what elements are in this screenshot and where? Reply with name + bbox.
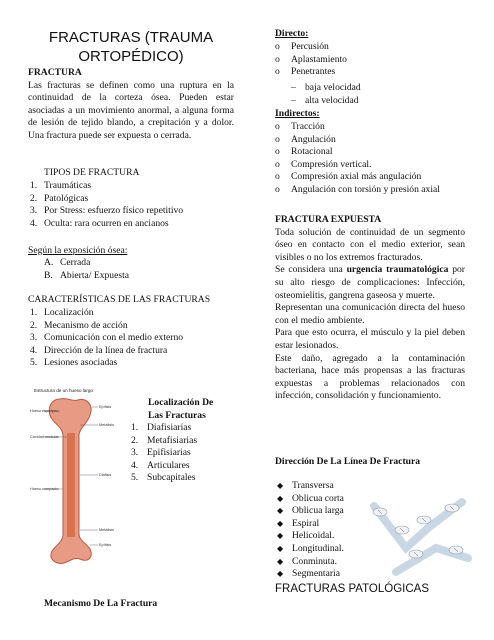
localizacion-list bbox=[131, 422, 237, 485]
tipos-list bbox=[30, 180, 234, 230]
long-bone-figure bbox=[30, 385, 128, 567]
list-item: 5. Lesiones asociadas bbox=[30, 357, 118, 369]
list-item: o Penetrantes bbox=[275, 66, 336, 78]
list-item: 1. Diafisiarias bbox=[131, 422, 192, 433]
direccion-list bbox=[277, 480, 367, 581]
caracteristicas-heading: CARACTERÍSTICAS DE LAS FRACTURAS bbox=[28, 294, 211, 305]
list-item: o Angulación con torsión y presión axial bbox=[275, 183, 440, 195]
label-epifisis-distal: Epífisis bbox=[99, 543, 112, 547]
list-item: ◆ Espiral bbox=[277, 517, 320, 529]
expuesta-p2: Se considera una urgencia traumatológica por su alto riesgo de complicaciones: Infección, osteomielitis, gangrena gaseosa y muerte. bbox=[275, 264, 465, 301]
exposicion-heading: Según la exposición ósea: bbox=[28, 245, 128, 256]
penetrantes-list bbox=[291, 82, 471, 107]
localizacion-heading-line2: Las Fracturas bbox=[148, 409, 206, 421]
caracteristicas-list bbox=[30, 307, 234, 370]
list-item: ◆ Oblicua corta bbox=[277, 492, 344, 504]
list-item: o Compresión axial más angulación bbox=[275, 171, 422, 183]
list-item: 2. Mecanismo de acción bbox=[30, 319, 128, 331]
tipos-heading: TIPOS DE FRACTURA bbox=[44, 167, 140, 178]
list-item: – baja velocidad bbox=[291, 82, 361, 93]
expuesta-p3: Representan una comunicación directa del hueso con el medio ambiente. bbox=[275, 302, 465, 326]
fractura-section bbox=[28, 67, 234, 143]
expuesta-p5: Este daño, agregado a la contaminación bacteriana, hace más propensas a las fracturas expuestas a problemas relacionados con infección, consolidación y funcionamiento. bbox=[275, 352, 465, 402]
list-item: 1. Localización bbox=[30, 307, 94, 318]
localizacion-heading bbox=[148, 397, 238, 422]
exposicion-list bbox=[44, 257, 224, 282]
label-metafisis-proximal: Metáfisis bbox=[99, 423, 114, 427]
list-item: ◆ Helicoidal. bbox=[277, 530, 335, 542]
list-item: B. Abierta/ Expuesta bbox=[44, 269, 129, 281]
list-item: A. Cerrada bbox=[44, 257, 91, 268]
expuesta-p1: Toda solución de continuidad de un segmento óseo en contacto con el medio exterior, sean visibles o no los extremos fracturados. bbox=[275, 226, 465, 263]
fracture-lines-figure bbox=[366, 488, 476, 578]
list-item: 4. Articulares bbox=[131, 459, 190, 471]
label-epifisis-proximal: Epífisis bbox=[99, 405, 112, 409]
list-item: o Tracción bbox=[275, 121, 325, 132]
list-item: ◆ Conminuta. bbox=[277, 555, 338, 567]
list-item: 2. Patológicas bbox=[30, 192, 89, 204]
medullary-cavity bbox=[67, 433, 75, 537]
list-item: o Angulación bbox=[275, 133, 336, 145]
direccion-heading: Dirección De La Línea De Fractura bbox=[275, 456, 421, 467]
mecanismo-heading: Mecanismo De La Fractura bbox=[44, 598, 158, 609]
fractura-text: Las fracturas se definen como una ruptura en la continuidad de la corteza ósea. Pueden estar asociadas a un movimiento anormal, a alguna forma de lesión de tejido blando, a crepitación y a dolor. Una fractura puede ser expuesta o cerrada. bbox=[28, 79, 234, 141]
list-item: 4. Dirección de la línea de fractura bbox=[30, 344, 168, 356]
list-item: ◆ Longitudinal. bbox=[277, 542, 344, 554]
list-item: 3. Comunicación con el medio externo bbox=[30, 332, 184, 344]
expuesta-heading: FRACTURA EXPUESTA bbox=[275, 214, 382, 225]
expuesta-p4: Para que esto ocurra, el músculo y la piel deben estar lesionados. bbox=[275, 327, 465, 351]
fractura-heading: FRACTURA bbox=[28, 67, 82, 78]
label-metafisis-distal: Metáfisis bbox=[99, 528, 114, 532]
patologicas-heading: FRACTURAS PATOLÓGICAS bbox=[275, 583, 429, 595]
indirectos-list bbox=[275, 121, 475, 197]
label-cavidad-medular: Cavidad medular bbox=[30, 435, 59, 439]
list-item: o Aplastamiento bbox=[275, 53, 347, 65]
figure-title: Estructura de un hueso largo bbox=[34, 388, 93, 393]
directo-heading: Directo: bbox=[275, 28, 309, 39]
directo-list bbox=[275, 41, 475, 79]
list-item: 1. Traumáticas bbox=[30, 180, 92, 191]
list-item: o Percusión bbox=[275, 41, 329, 52]
label-hueso-esponjoso: Hueso esponjoso bbox=[30, 409, 60, 413]
expuesta-section bbox=[275, 214, 465, 403]
list-item: o Compresión vertical. bbox=[275, 158, 372, 170]
list-item: ◆ Segmentaria bbox=[277, 568, 340, 580]
list-item: ◆ Transversa bbox=[277, 480, 334, 491]
list-item: – alta velocidad bbox=[291, 94, 359, 106]
list-item: 4. Oculta: rara ocurren en ancianos bbox=[30, 217, 169, 229]
label-hueso-compacto: Hueso compacto bbox=[30, 487, 59, 491]
page-title: FRACTURAS (TRAUMA ORTOPÉDICO) bbox=[48, 29, 214, 65]
localizacion-heading-line1: Localización De bbox=[148, 397, 214, 408]
label-diafisis: Diáfisis bbox=[99, 473, 112, 477]
list-item: 3. Epifisiarias bbox=[131, 447, 191, 459]
list-item: 2. Metafisiarias bbox=[131, 434, 198, 446]
list-item: 3. Por Stress: esfuerzo físico repetitivo bbox=[30, 205, 184, 217]
list-item: ◆ Oblicua larga bbox=[277, 505, 344, 517]
indirectos-heading: Indirectos: bbox=[275, 108, 320, 119]
list-item: 5. Subcapitales bbox=[131, 472, 196, 484]
list-item: o Rotacional bbox=[275, 146, 333, 158]
